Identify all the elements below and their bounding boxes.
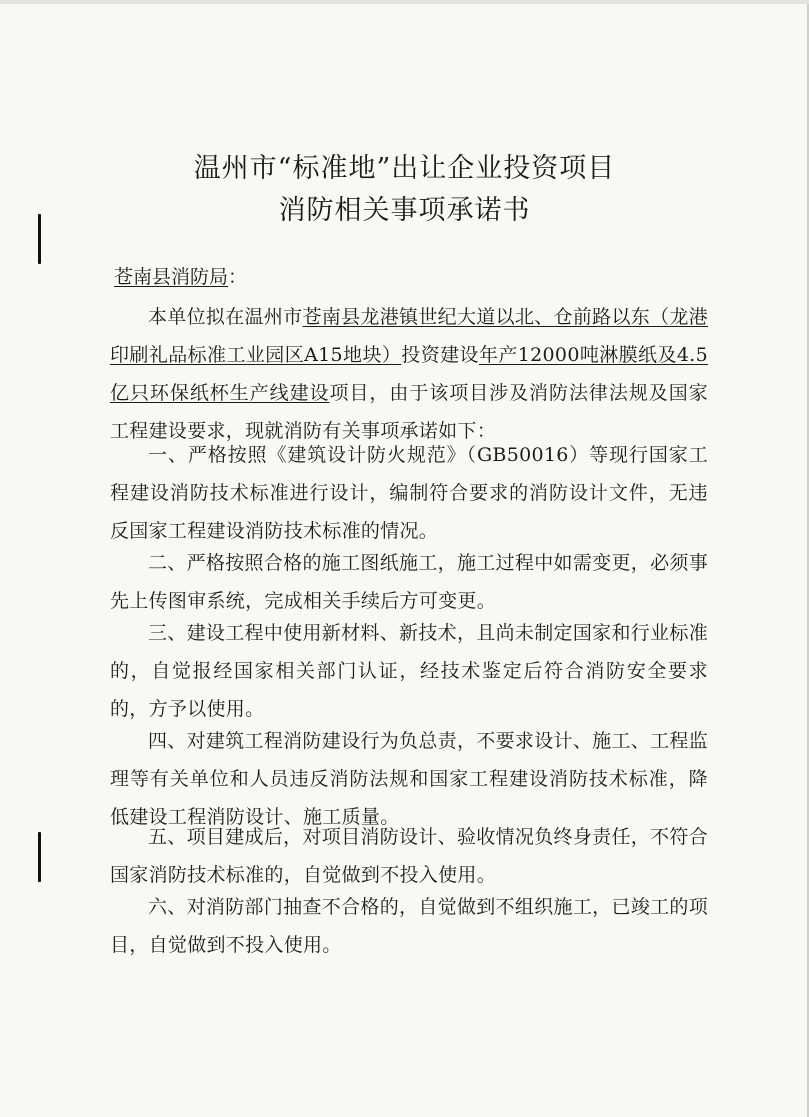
project-location: 苍南县龙港镇世纪大道以北、仓前路以东（龙港印刷礼品标准工业园区A15地块） (110, 306, 708, 366)
document-title-line2: 消防相关事项承诺书 (278, 195, 531, 226)
commitment-item-6: 六、对消防部门抽查不合格的，自觉做到不组织施工，已竣工的项目，自觉做到不投入使用。 (110, 896, 708, 956)
intro-text-3: 项目，由于该项目涉及消防法律法规及国家工程建设要求，现就消防有关事项承诺如下： (110, 382, 708, 442)
addressee (114, 262, 247, 289)
commitment-item-2: 二、严格按照合格的施工图纸施工，施工过程中如需变更，必须事先上传图审系统，完成相关手续后方可变更。 (110, 552, 708, 612)
document-title-line1: 温州市“标准地”出让企业投资项目 (193, 153, 616, 184)
project-name: 年产12000吨淋膜纸及4.5亿只环保纸杯生产线建设 (110, 344, 708, 404)
addressee-colon: ： (228, 266, 248, 288)
binder-mark-bottom (38, 832, 41, 882)
commitment-item-5: 五、项目建成后，对项目消防设计、验收情况负终身责任，不符合国家消防技术标准的，自觉做到不投入使用。 (110, 826, 708, 886)
commitment-item-4: 四、对建筑工程消防建设行为负总责，不要求设计、施工、工程监理等有关单位和人员违反消防法规和国家工程建设消防技术标准，降低建设工程消防设计、施工质量。 (110, 730, 708, 828)
addressee-name: 苍南县消防局 (114, 266, 229, 288)
scan-edge (0, 0, 809, 4)
commitment-item-3: 三、建设工程中使用新材料、新技术，且尚未制定国家和行业标准的，自觉报经国家相关部门认证，经技术鉴定后符合消防安全要求的，方予以使用。 (110, 622, 708, 720)
intro-paragraph (110, 298, 708, 450)
intro-text-1: 本单位拟在温州市 (148, 306, 303, 328)
commitment-item-1: 一、严格按照《建筑设计防火规范》（GB50016）等现行国家工程建设消防技术标准进行设计，编制符合要求的消防设计文件，无违反国家工程建设消防技术标准的情况。 (110, 444, 708, 542)
intro-text-2: 投资建设 (401, 344, 479, 366)
